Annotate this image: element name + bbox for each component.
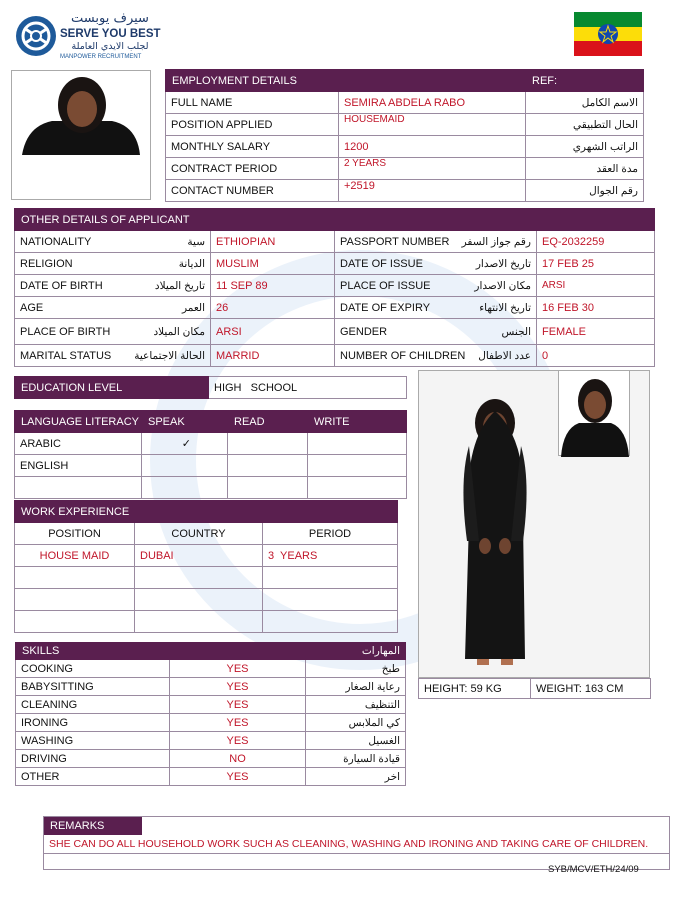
footer-code: SYB/MCV/ETH/24/09: [548, 864, 639, 875]
weight-value: WEIGHT: 163 CM: [531, 679, 651, 699]
contact-number-label: CONTACT NUMBER: [166, 180, 339, 202]
contract-period-label: CONTRACT PERIOD: [166, 158, 339, 180]
brand-arabic-tagline: لجلب الايدي العاملة: [71, 41, 149, 52]
work-experience-table: [14, 500, 398, 633]
position-applied-value: HOUSEMAID: [339, 114, 526, 136]
applicant-inset-portrait: [558, 370, 630, 456]
skill-ironing: IRONING: [16, 714, 170, 732]
skills-table: [15, 642, 406, 786]
age-label: AGE العمر: [15, 297, 211, 319]
skill-babysitting: BABYSITTING: [16, 678, 170, 696]
skill-other-value: YES: [170, 768, 306, 786]
other-details-header-blank: [335, 209, 655, 231]
language-row-arabic: ARABIC: [15, 433, 142, 455]
employment-details-table: [165, 69, 644, 202]
skill-washing: WASHING: [16, 732, 170, 750]
english-read: [228, 455, 308, 477]
skill-cooking-ar: طبخ: [306, 660, 406, 678]
employment-header: EMPLOYMENT DETAILS: [166, 70, 526, 92]
date-of-issue-label: DATE OF ISSUE تاريخ الاصدار: [335, 253, 537, 275]
full-name-label: FULL NAME: [166, 92, 339, 114]
skill-washing-ar: الغسيل: [306, 732, 406, 750]
gender-label: GENDER الجنس: [335, 319, 537, 345]
arabic-read: [228, 433, 308, 455]
brand-logo: [14, 12, 174, 64]
contract-period-value: 2 YEARS: [339, 158, 526, 180]
number-of-children-label: NUMBER OF CHILDREN عدد الاطفال: [335, 345, 537, 367]
date-of-expiry-value: 16 FEB 30: [537, 297, 655, 319]
brand-knot-icon: [14, 14, 58, 58]
work-period: 3 YEARS: [263, 545, 398, 567]
remarks-section: [43, 816, 670, 870]
full-name-value: SEMIRA ABDELA RABO: [339, 92, 526, 114]
height-value: HEIGHT: 59 KG: [419, 679, 531, 699]
skill-ironing-ar: كي الملابس: [306, 714, 406, 732]
work-position: HOUSE MAID: [15, 545, 135, 567]
remarks-header: REMARKS: [44, 817, 142, 835]
other-details-table: [14, 208, 655, 367]
arabic-write: [308, 433, 407, 455]
passport-number-label: PASSPORT NUMBER رقم جواز السفر: [335, 231, 537, 253]
write-header: WRITE: [308, 411, 407, 433]
brand-arabic-name: سيرف يوبست: [71, 11, 149, 26]
skills-header-ar: المهارات: [306, 643, 406, 660]
education-label: EDUCATION LEVEL: [15, 377, 209, 399]
date-of-issue-value: 17 FEB 25: [537, 253, 655, 275]
skill-cooking: COOKING: [16, 660, 170, 678]
full-name-label-ar: الاسم الكامل: [526, 92, 644, 114]
work-experience-header-blank: [263, 501, 398, 523]
position-column-header: POSITION: [15, 523, 135, 545]
education-value: HIGH SCHOOL: [209, 377, 407, 399]
position-applied-label: POSITION APPLIED: [166, 114, 339, 136]
skill-ironing-value: YES: [170, 714, 306, 732]
english-write: [308, 455, 407, 477]
skill-other-ar: اخر: [306, 768, 406, 786]
marital-status-label: MARITAL STATUS الحالة الاجتماعية: [15, 345, 211, 367]
skill-driving: DRIVING: [16, 750, 170, 768]
speak-header: SPEAK: [142, 411, 228, 433]
position-applied-label-ar: الحال التطبيقي: [526, 114, 644, 136]
contact-number-value: +2519: [339, 180, 526, 202]
gender-value: FEMALE: [537, 319, 655, 345]
applicant-portrait: [11, 70, 151, 200]
number-of-children-value: 0: [537, 345, 655, 367]
passport-number-value: EQ-2032259: [537, 231, 655, 253]
period-column-header: PERIOD: [263, 523, 398, 545]
date-of-expiry-label: DATE OF EXPIRY تاريخ الانتهاء: [335, 297, 537, 319]
religion-label: RELIGION الديانة: [15, 253, 211, 275]
skill-driving-value: NO: [170, 750, 306, 768]
place-of-issue-value: ARSI: [537, 275, 655, 297]
religion-value: MUSLIM: [211, 253, 335, 275]
skill-cleaning-ar: التنظيف: [306, 696, 406, 714]
measurements-table: [418, 678, 651, 699]
other-details-header: OTHER DETAILS OF APPLICANT: [15, 209, 335, 231]
country-column-header: COUNTRY: [135, 523, 263, 545]
skills-header: SKILLS: [16, 643, 306, 660]
brand-tagline: MANPOWER RECRUITMENT: [60, 54, 142, 60]
education-table: [14, 376, 407, 399]
contact-number-label-ar: رقم الجوال: [526, 180, 644, 202]
monthly-salary-label: MONTHLY SALARY: [166, 136, 339, 158]
checkmark-icon: ✓: [142, 433, 228, 455]
contract-period-label-ar: مدة العقد: [526, 158, 644, 180]
language-table: [14, 410, 407, 499]
place-of-birth-label: PLACE OF BIRTH مكان الميلاد: [15, 319, 211, 345]
english-speak: [142, 455, 228, 477]
place-of-birth-value: ARSI: [211, 319, 335, 345]
language-row-english: ENGLISH: [15, 455, 142, 477]
ethiopia-flag-icon: [574, 12, 642, 56]
monthly-salary-value: 1200: [339, 136, 526, 158]
marital-status-value: MARRID: [211, 345, 335, 367]
nationality-value: ETHIOPIAN: [211, 231, 335, 253]
skill-driving-ar: قيادة السيارة: [306, 750, 406, 768]
monthly-salary-label-ar: الراتب الشهري: [526, 136, 644, 158]
skill-babysitting-value: YES: [170, 678, 306, 696]
read-header: READ: [228, 411, 308, 433]
skill-cleaning-value: YES: [170, 696, 306, 714]
language-header: LANGUAGE LITERACY: [15, 411, 142, 433]
age-value: 26: [211, 297, 335, 319]
skill-washing-value: YES: [170, 732, 306, 750]
remarks-text: SHE CAN DO ALL HOUSEHOLD WORK SUCH AS CLEANING, WASHING AND IRONING AND TAKING CARE OF CHILDREN.: [49, 838, 649, 850]
skill-cooking-value: YES: [170, 660, 306, 678]
date-of-birth-label: DATE OF BIRTH تاريخ الميلاد: [15, 275, 211, 297]
date-of-birth-value: 11 SEP 89: [211, 275, 335, 297]
brand-name: SERVE YOU BEST: [60, 28, 161, 40]
skill-other: OTHER: [16, 768, 170, 786]
nationality-label: NATIONALITY سية: [15, 231, 211, 253]
ref-label: REF:: [526, 70, 644, 92]
work-experience-header: WORK EXPERIENCE: [15, 501, 263, 523]
skill-babysitting-ar: رعاية الصغار: [306, 678, 406, 696]
skill-cleaning: CLEANING: [16, 696, 170, 714]
work-country: DUBAI: [135, 545, 263, 567]
place-of-issue-label: PLACE OF ISSUE مكان الاصدار: [335, 275, 537, 297]
